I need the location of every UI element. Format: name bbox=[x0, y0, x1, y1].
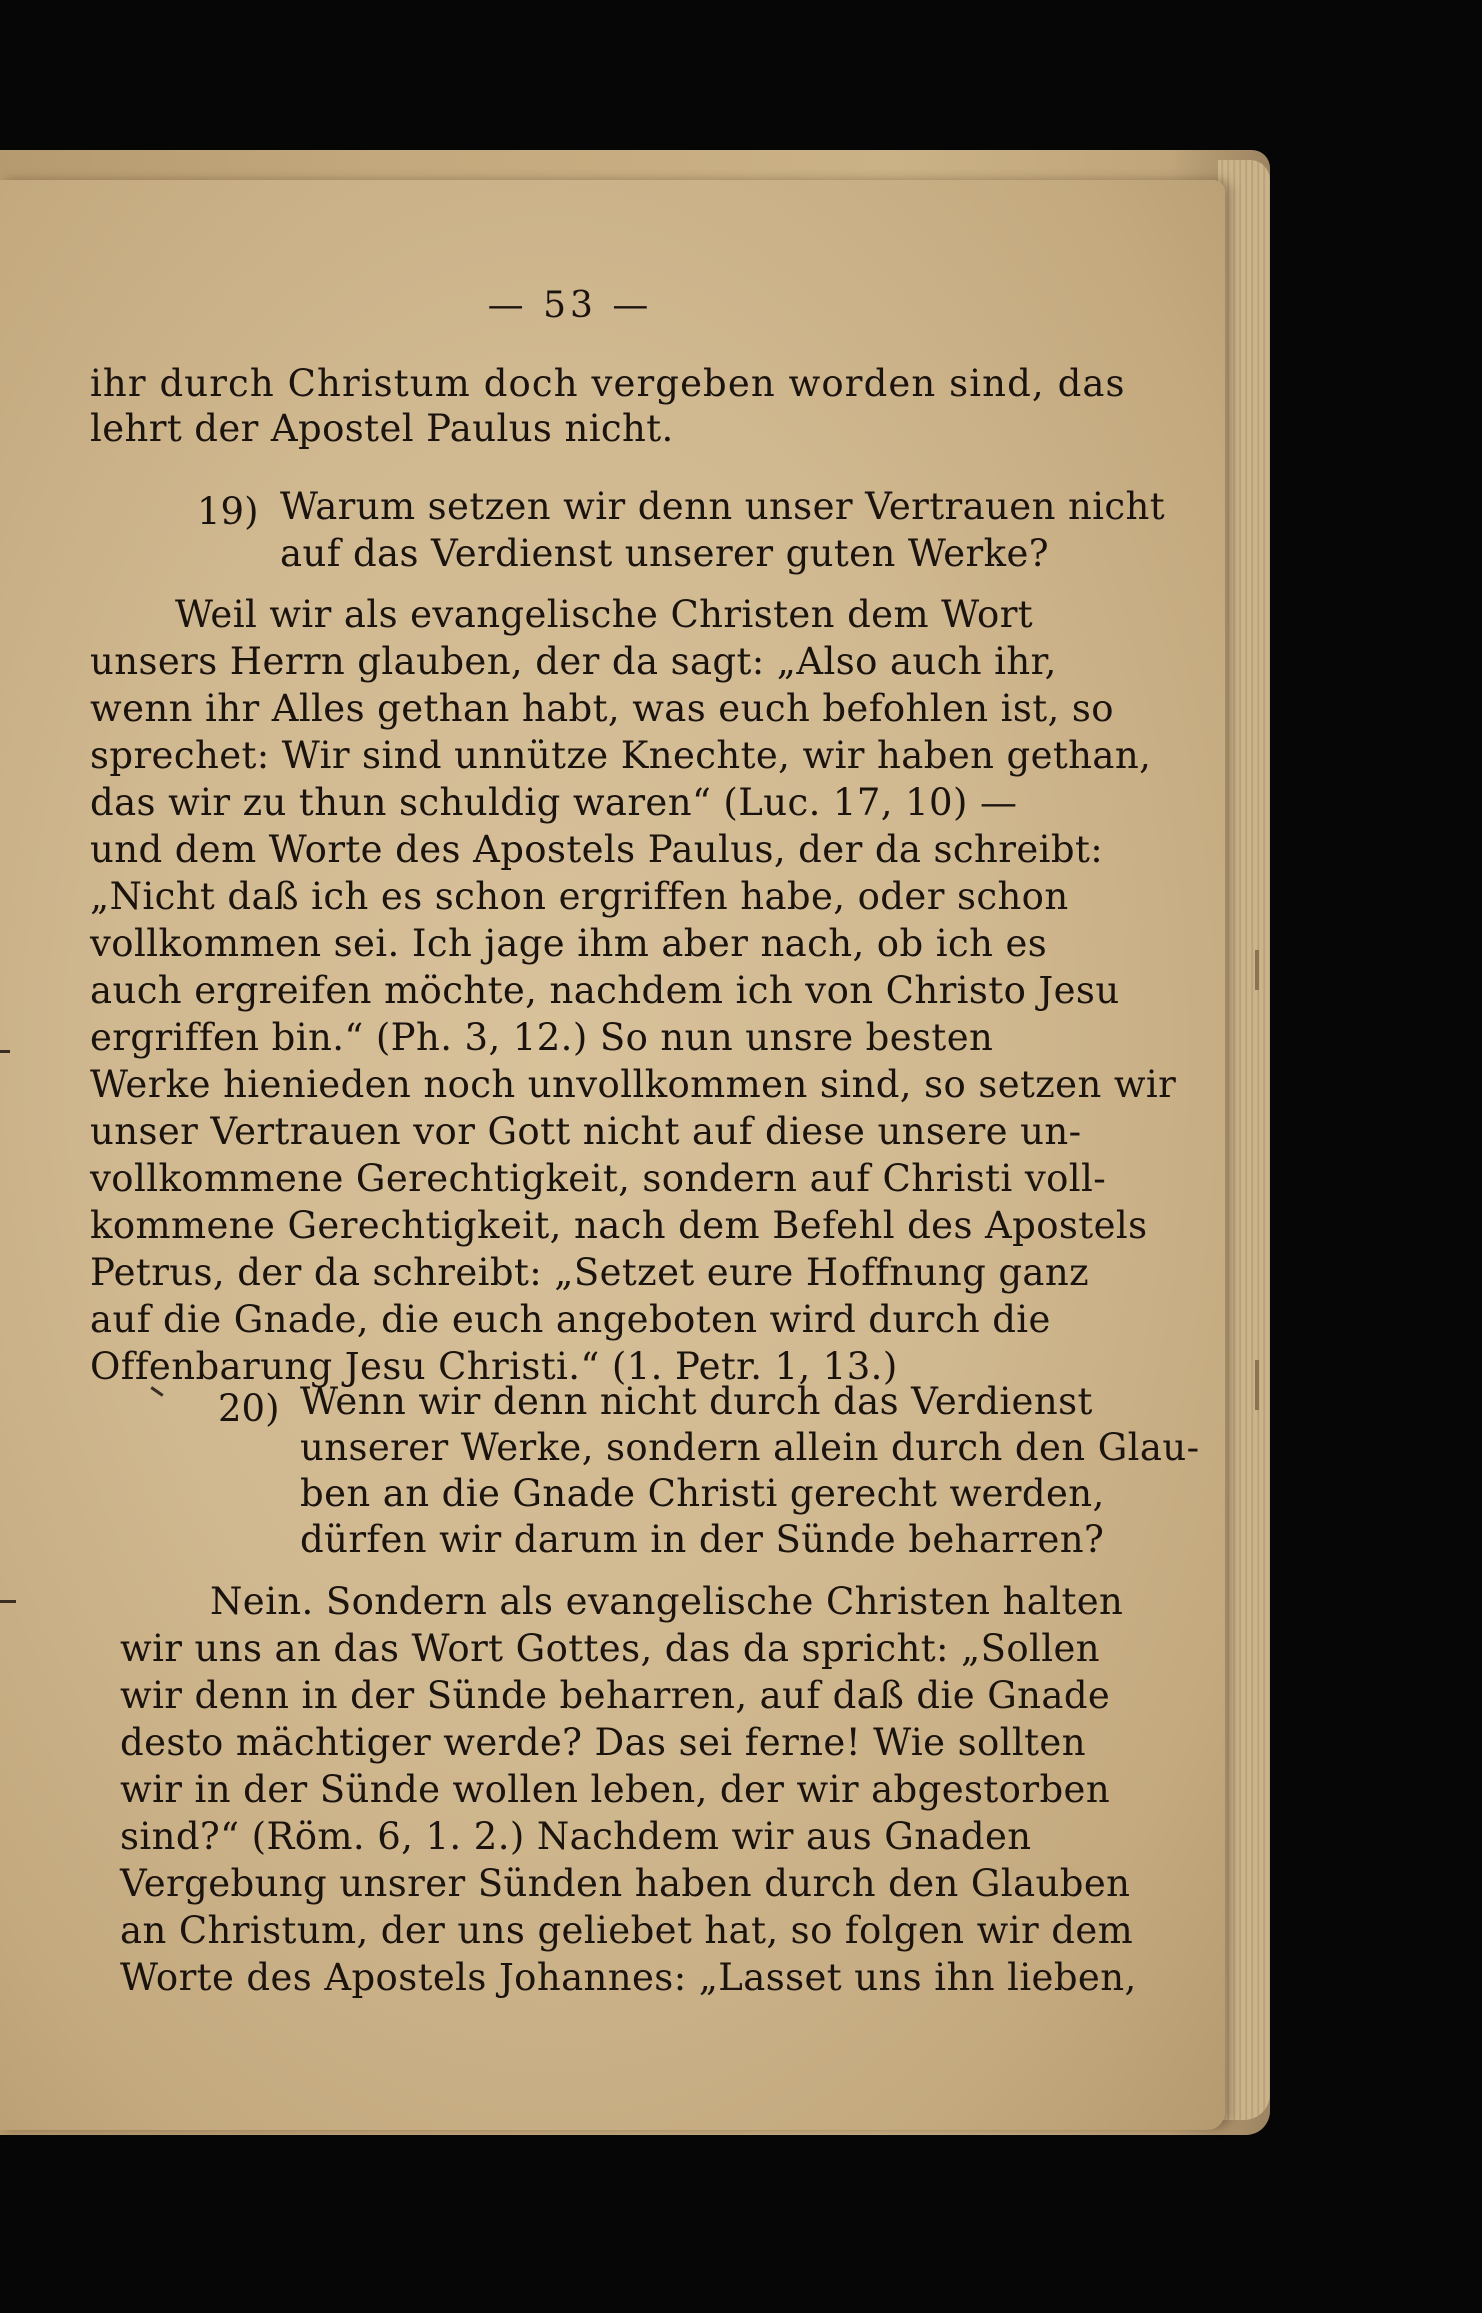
answer-line: Vergebung unsrer Sünden haben durch den Glauben bbox=[120, 1862, 1131, 1905]
question-line: unserer Werke, sondern allein durch den Glau- bbox=[300, 1426, 1200, 1469]
edge-mark bbox=[1255, 950, 1259, 990]
answer-line: vollkommene Gerechtigkeit, sondern auf Christi voll- bbox=[90, 1157, 1107, 1200]
answer-line: an Christum, der uns geliebet hat, so folgen wir dem bbox=[120, 1909, 1134, 1952]
question-line: dürfen wir darum in der Sünde beharren? bbox=[300, 1518, 1105, 1561]
answer-line: desto mächtiger werde? Das sei ferne! Wie sollten bbox=[120, 1721, 1086, 1764]
answer-line: unser Vertrauen vor Gott nicht auf diese unsere un- bbox=[90, 1110, 1082, 1153]
answer-line: Weil wir als evangelische Christen dem Wort bbox=[175, 593, 1034, 636]
answer-line: und dem Worte des Apostels Paulus, der da schreibt: bbox=[90, 828, 1104, 871]
answer-line: auf die Gnade, die euch angeboten wird durch die bbox=[90, 1298, 1051, 1341]
page-edges bbox=[1218, 160, 1270, 2120]
answer-line: vollkommen sei. Ich jage ihm aber nach, ob ich es bbox=[90, 922, 1048, 965]
answer-line: auch ergreifen möchte, nachdem ich von Christo Jesu bbox=[90, 969, 1120, 1012]
answer-line: das wir zu thun schuldig waren“ (Luc. 17, 10) — bbox=[90, 781, 1018, 824]
answer-line: sprechet: Wir sind unnütze Knechte, wir haben gethan, bbox=[90, 734, 1152, 777]
edge-mark bbox=[1255, 1360, 1259, 1410]
page-text bbox=[0, 180, 1225, 2130]
answer-line: sind?“ (Röm. 6, 1. 2.) Nachdem wir aus Gnaden bbox=[120, 1815, 1032, 1858]
question-number: 20) bbox=[218, 1387, 280, 1430]
answer-line: wir denn in der Sünde beharren, auf daß die Gnade bbox=[120, 1674, 1111, 1717]
margin-mark bbox=[0, 1600, 16, 1603]
answer-line: ergriffen bin.“ (Ph. 3, 12.) So nun unsre besten bbox=[90, 1016, 994, 1059]
answer-line: wir in der Sünde wollen leben, der wir abgestorben bbox=[120, 1768, 1111, 1811]
answer-line: kommene Gerechtigkeit, nach dem Befehl des Apostels bbox=[90, 1204, 1148, 1247]
book-page bbox=[0, 180, 1225, 2130]
margin-mark bbox=[0, 1050, 10, 1053]
question-line: ben an die Gnade Christi gerecht werden, bbox=[300, 1472, 1105, 1515]
answer-line: wir uns an das Wort Gottes, das da spricht: „Sollen bbox=[120, 1627, 1101, 1670]
question-line: Warum setzen wir denn unser Vertrauen nicht bbox=[280, 485, 1166, 528]
answer-line: Offenbarung Jesu Christi.“ (1. Petr. 1, 13.) bbox=[90, 1345, 898, 1388]
answer-line: Worte des Apostels Johannes: „Lasset uns ihn lieben, bbox=[120, 1956, 1137, 1999]
text-line: ihr durch Christum doch vergeben worden sind, das bbox=[90, 362, 1126, 405]
answer-line: Nein. Sondern als evangelische Christen halten bbox=[210, 1580, 1124, 1623]
answer-line: wenn ihr Alles gethan habt, was euch befohlen ist, so bbox=[90, 687, 1114, 730]
answer-line: „Nicht daß ich es schon ergriffen habe, oder schon bbox=[90, 875, 1069, 918]
answer-line: Petrus, der da schreibt: „Setzet eure Hoffnung ganz bbox=[90, 1251, 1090, 1294]
question-number: 19) bbox=[197, 490, 259, 533]
answer-line: unsers Herrn glauben, der da sagt: „Also auch ihr, bbox=[90, 640, 1057, 683]
question-line: auf das Verdienst unserer guten Werke? bbox=[280, 532, 1050, 575]
page-number: — 53 — bbox=[487, 285, 653, 326]
question-line: Wenn wir denn nicht durch das Verdienst bbox=[300, 1380, 1093, 1423]
answer-line: Werke hienieden noch unvollkommen sind, so setzen wir bbox=[90, 1063, 1177, 1106]
text-line: lehrt der Apostel Paulus nicht. bbox=[90, 407, 674, 450]
